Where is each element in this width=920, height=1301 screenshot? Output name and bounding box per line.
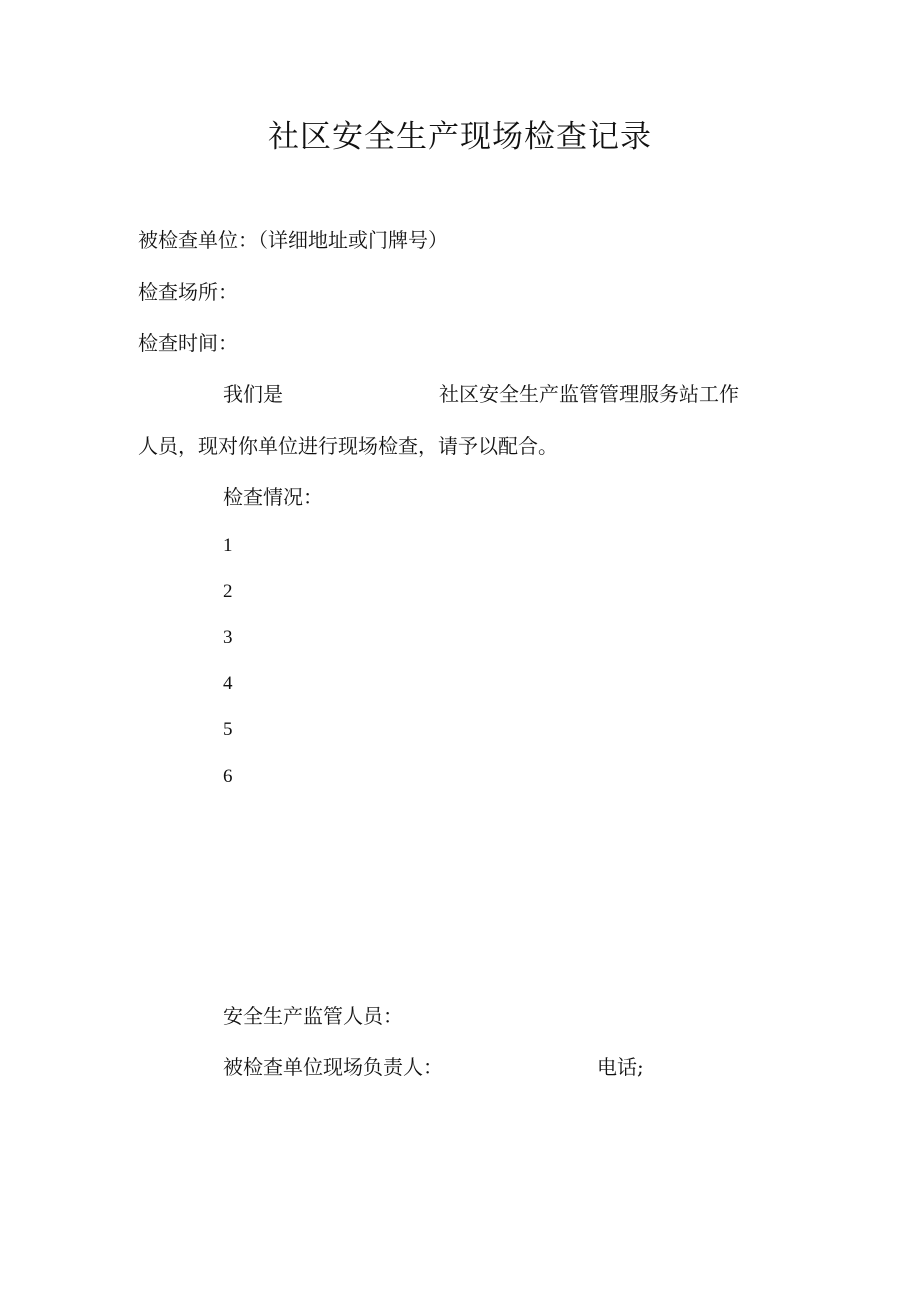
findings-item-3: 3 [223, 627, 233, 648]
phone-label: 电话; [597, 1055, 644, 1079]
intro-line2: 人员，现对你单位进行现场检查，请予以配合。 [138, 434, 558, 458]
findings-item-1: 1 [223, 535, 233, 556]
findings-item-4: 4 [223, 673, 233, 694]
intro-part2: 社区安全生产监管管理服务站工作 [439, 382, 739, 406]
findings-label: 检查情况： [223, 485, 323, 509]
page-title: 社区安全生产现场检查记录 [268, 119, 652, 155]
supervisor-label: 安全生产监管人员： [223, 1004, 403, 1028]
findings-item-2: 2 [223, 581, 233, 602]
findings-item-5: 5 [223, 719, 233, 740]
responsible-person-label: 被检查单位现场负责人： [223, 1055, 443, 1079]
findings-item-6: 6 [223, 766, 233, 787]
inspected-unit-label: 被检查单位： [138, 228, 258, 252]
inspection-place-label: 检查场所： [138, 280, 238, 304]
inspected-unit-hint: （详细地址或门牌号） [258, 228, 448, 252]
inspection-time-label: 检查时间： [138, 331, 238, 355]
inspected-unit-row [138, 228, 448, 252]
intro-part1: 我们是 [223, 382, 283, 406]
